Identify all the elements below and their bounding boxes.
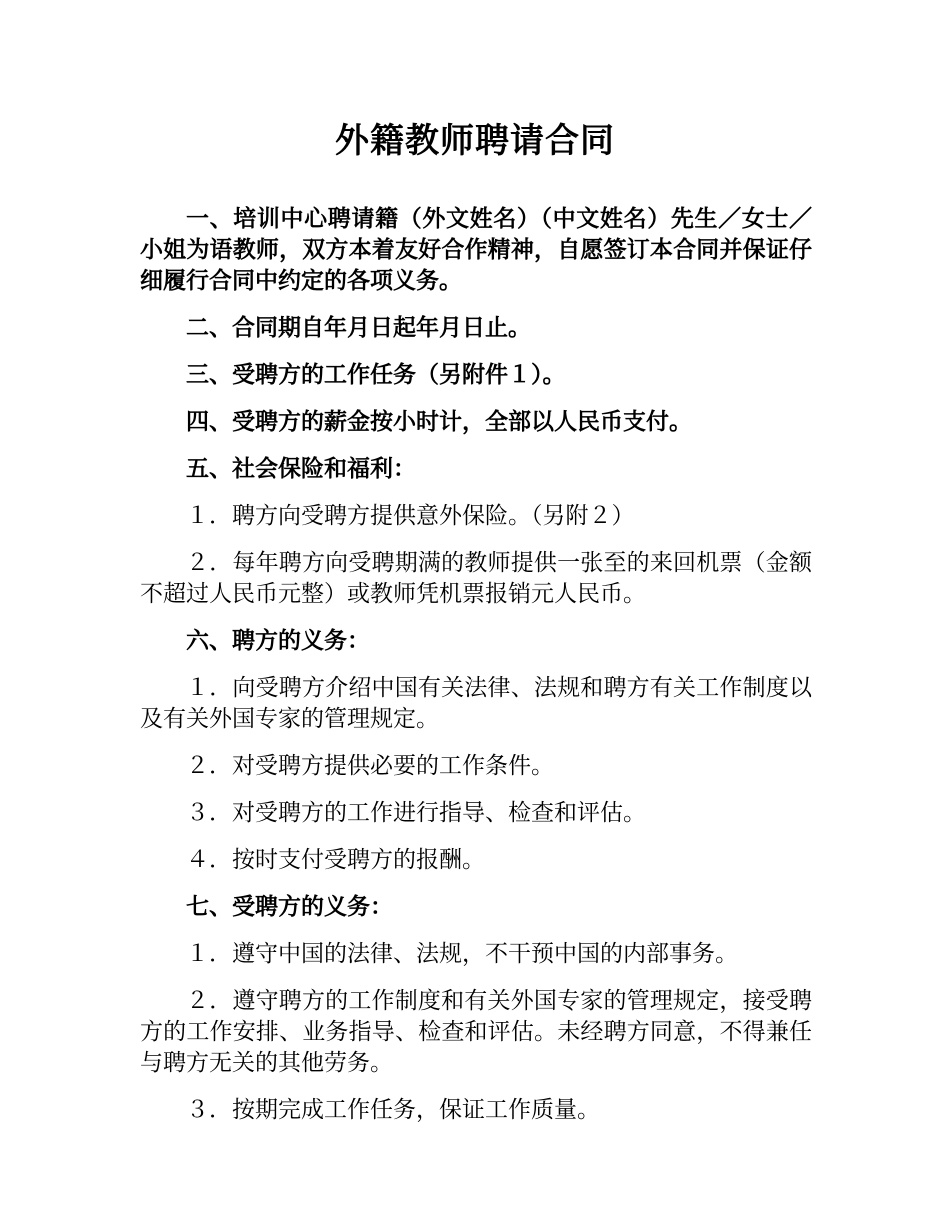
paragraph: ３．按期完成工作任务，保证工作质量。 bbox=[186, 1097, 600, 1123]
paragraph: ２．每年聘方向受聘期满的教师提供一张至的来回机票（金额不超过人民币元整）或教师凭机票报销元人民币。 bbox=[140, 550, 812, 607]
document-title: 外籍教师聘请合同 bbox=[335, 121, 615, 161]
paragraph: １．遵守中国的法律、法规，不干预中国的内部事务。 bbox=[186, 941, 738, 967]
paragraph: ３．对受聘方的工作进行指导、检查和评估。 bbox=[186, 800, 646, 826]
paragraph: ４．按时支付受聘方的报酬。 bbox=[186, 847, 485, 873]
paragraph: 二、合同期自年月日起年月日止。 bbox=[186, 315, 531, 341]
document-body bbox=[140, 204, 812, 1142]
paragraph: 四、受聘方的薪金按小时计，全部以人民币支付。 bbox=[186, 409, 692, 435]
paragraph: ２．对受聘方提供必要的工作条件。 bbox=[186, 753, 554, 779]
paragraph: ２．遵守聘方的工作制度和有关外国专家的管理规定，接受聘方的工作安排、业务指导、检查和评估。未经聘方同意，不得兼任与聘方无关的其他劳务。 bbox=[140, 988, 812, 1076]
paragraph: 五、社会保险和福利： bbox=[186, 456, 416, 482]
paragraph: 三、受聘方的工作任务（另附件１）。 bbox=[186, 362, 566, 388]
paragraph: 七、受聘方的义务： bbox=[186, 894, 393, 920]
paragraph: １．向受聘方介绍中国有关法律、法规和聘方有关工作制度以及有关外国专家的管理规定。 bbox=[140, 675, 812, 732]
paragraph: 一、培训中心聘请籍（外文姓名）（中文姓名）先生／女士／小姐为语教师，双方本着友好合作精神，自愿签订本合同并保证仔细履行合同中约定的各项义务。 bbox=[140, 206, 812, 294]
paragraph: １．聘方向受聘方提供意外保险。（另附２） bbox=[186, 503, 635, 529]
paragraph: 六、聘方的义务： bbox=[186, 628, 370, 654]
